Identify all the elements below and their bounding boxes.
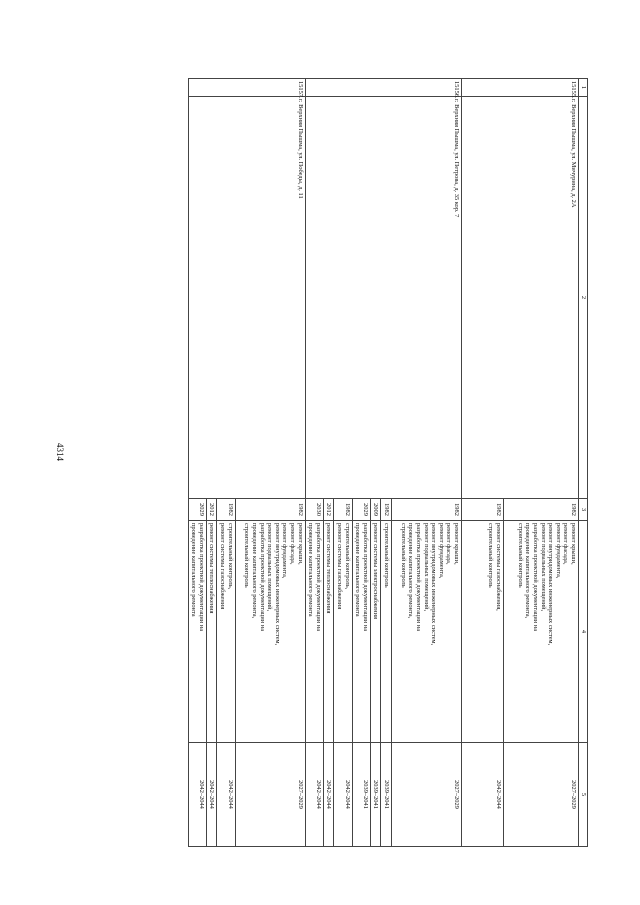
repair-period: 2042–2044 bbox=[188, 743, 206, 847]
build-year: 1982 bbox=[392, 499, 462, 521]
header-cell: 1 bbox=[579, 79, 588, 97]
page-number: 4314 bbox=[55, 443, 65, 461]
repair-period: 2039–2041 bbox=[352, 743, 370, 847]
work-types: строительный контроль, ремонт системы газоснабжения bbox=[217, 521, 235, 743]
header-cell: 2 bbox=[579, 97, 588, 499]
work-types: разработка проектной документации на проведение капитального ремонта bbox=[352, 521, 370, 743]
repair-schedule-table bbox=[188, 78, 588, 847]
row-number: 15156. bbox=[305, 79, 461, 97]
build-year: 1982 bbox=[381, 499, 392, 521]
repair-period: 2027–2029 bbox=[392, 743, 462, 847]
table-row bbox=[235, 79, 305, 847]
work-types: ремонт крыши, ремонт фасада, ремонт фундамента, ремонт внутридомовых инженерных систем, ремонт подвальных помещений, разработка проектной документации на проведение капитального ремонта, строительный контроль bbox=[504, 521, 579, 743]
work-types: ремонт системы электроснабжения bbox=[370, 521, 381, 743]
work-types: разработка проектной документации на проведение капитального ремонта bbox=[188, 521, 206, 743]
build-year: 1982 bbox=[504, 499, 579, 521]
build-year: 1982 bbox=[334, 499, 352, 521]
build-year: 2029 bbox=[188, 499, 206, 521]
repair-period: 2042–2044 bbox=[217, 743, 235, 847]
build-year: 2030 bbox=[305, 499, 323, 521]
build-year: 1982 bbox=[462, 499, 504, 521]
build-year: 2029 bbox=[352, 499, 370, 521]
repair-period: 2027–2029 bbox=[504, 743, 579, 847]
repair-period: 2042–2044 bbox=[305, 743, 323, 847]
work-types: ремонт системы теплоснабжения bbox=[206, 521, 217, 743]
work-types: ремонт крыши, ремонт фасада, ремонт фундамента, ремонт внутридомовых инженерных систем, ремонт подвальных помещений, разработка проектной документации на проведение капитального ремонта, строительный контроль bbox=[235, 521, 305, 743]
work-types: строительный контроль, ремонт системы газоснабжения bbox=[334, 521, 352, 743]
rotated-document bbox=[88, 78, 588, 846]
header-row bbox=[579, 79, 588, 847]
row-number: 15157. bbox=[188, 79, 305, 97]
repair-period: 2042–2044 bbox=[206, 743, 217, 847]
repair-period: 2039–2041 bbox=[370, 743, 381, 847]
building-address: г. Верхняя Пышма, ул. Петрова, д. 35 кор. 7 bbox=[305, 97, 461, 499]
building-address: г. Верхняя Пышма, ул. Мичурина, д. 2А bbox=[462, 97, 579, 499]
repair-period: 2042–2044 bbox=[323, 743, 334, 847]
build-year: 2009 bbox=[370, 499, 381, 521]
build-year: 2012 bbox=[323, 499, 334, 521]
build-year: 2012 bbox=[206, 499, 217, 521]
repair-period: 2027–2029 bbox=[235, 743, 305, 847]
work-types: ремонт системы теплоснабжения bbox=[323, 521, 334, 743]
repair-period: 2042–2044 bbox=[334, 743, 352, 847]
repair-period: 2042–2044 bbox=[462, 743, 504, 847]
work-types: разработка проектной документации на проведение капитального ремонта bbox=[305, 521, 323, 743]
header-cell: 3 bbox=[579, 499, 588, 521]
build-year: 1982 bbox=[217, 499, 235, 521]
work-types: строительный контроль bbox=[381, 521, 392, 743]
build-year: 1982 bbox=[235, 499, 305, 521]
work-types: ремонт системы газоснабжения, строительный контроль bbox=[462, 521, 504, 743]
building-address: г. Верхняя Пышма, ул. Победы, д. 11 bbox=[188, 97, 305, 499]
work-types: ремонт крыши, ремонт фасада, ремонт фундамента, ремонт внутридомовых инженерных систем, ремонт подвальных помещений, разработка проектной документации на проведение капитального ремонта, строительный контроль bbox=[392, 521, 462, 743]
table-row bbox=[504, 79, 579, 847]
header-cell: 5 bbox=[579, 743, 588, 847]
repair-period: 2039–2041 bbox=[381, 743, 392, 847]
table-row bbox=[392, 79, 462, 847]
row-number: 15155. bbox=[462, 79, 579, 97]
header-cell: 4 bbox=[579, 521, 588, 743]
